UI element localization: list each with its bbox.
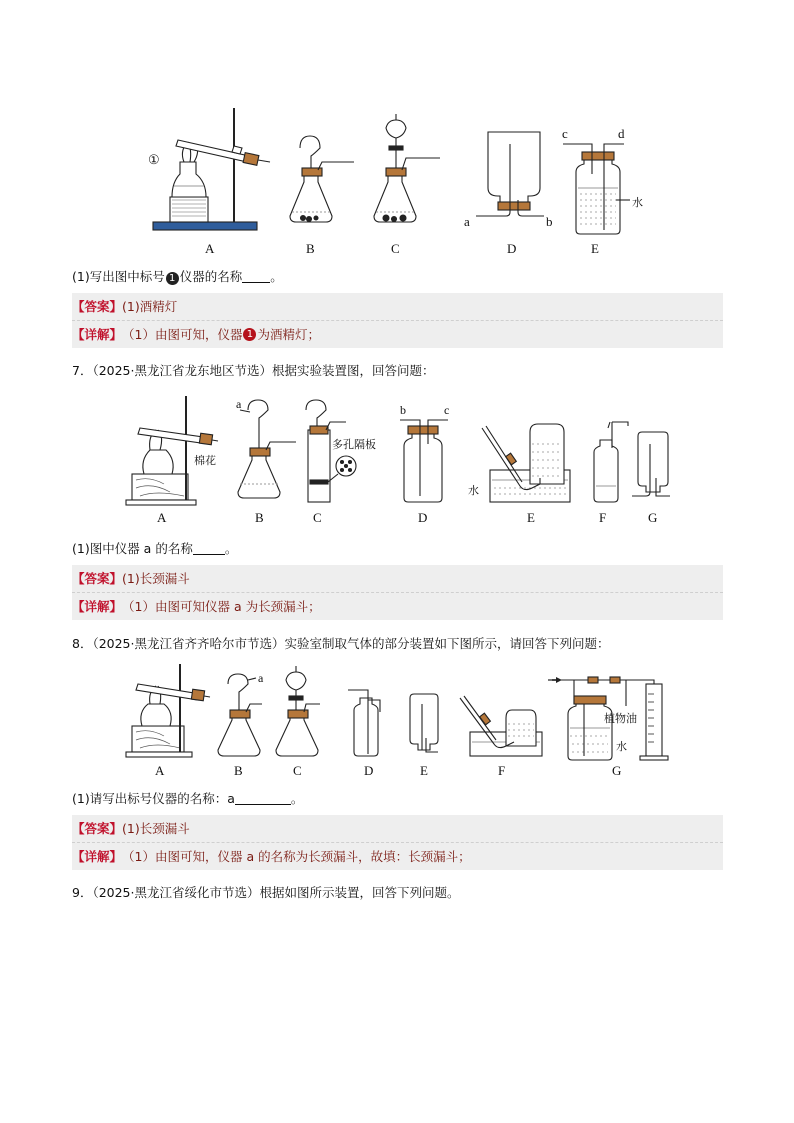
fig2-label-f: F xyxy=(599,510,607,525)
detail-text: （1）由图可知，仪器 xyxy=(122,326,243,342)
q6-answer-box xyxy=(72,293,723,348)
apparatus-figure-3 xyxy=(0,660,794,785)
answer-tag: 【答案】 xyxy=(72,820,123,836)
fig2-label-c: C xyxy=(313,510,322,525)
fig2-label-d: D xyxy=(418,510,428,525)
marker-1-icon: 1 xyxy=(166,272,179,285)
answer-tag: 【答案】 xyxy=(72,570,123,586)
fig3-label-f: F xyxy=(498,763,506,778)
detail-text: （1）由图可知仪器 a 为长颈漏斗； xyxy=(122,598,321,614)
detail-text-2: 为酒精灯； xyxy=(257,326,320,342)
detail-text: （1）由图可知，仪器 a 的名称为长颈漏斗，故填：长颈漏斗； xyxy=(122,848,471,864)
fig1-label-d: D xyxy=(507,241,517,256)
fig3-label-d: D xyxy=(364,763,374,778)
water-label: 水 xyxy=(468,484,479,497)
port-a: a xyxy=(464,214,470,229)
q7-stem: 7．（2025·黑龙江省龙东地区节选）根据实验装置图，回答问题： xyxy=(72,363,435,378)
q7-question xyxy=(72,540,237,558)
label-a: a xyxy=(236,397,242,411)
apparatus-figure-2 xyxy=(0,388,794,528)
fig2-label-g: G xyxy=(648,510,658,525)
porous-plate-label: 多孔隔板 xyxy=(332,438,376,451)
answer-blank xyxy=(193,541,225,555)
period: 。 xyxy=(224,541,238,556)
q7-question-text: (1)图中仪器 a 的名称 xyxy=(72,541,193,556)
port-c: c xyxy=(562,126,568,141)
vegetable-oil-label: 植物油 xyxy=(604,712,637,725)
detail-tag: 【详解】 xyxy=(72,598,123,614)
fig1-label-b: B xyxy=(306,241,315,256)
q8-stem: 8．（2025·黑龙江省齐齐哈尔市节选）实验室制取气体的部分装置如下图所示，请回答下列问题： xyxy=(72,636,610,651)
water-label: 水 xyxy=(632,196,643,209)
detail-tag: 【详解】 xyxy=(72,848,123,864)
fig3-label-g: G xyxy=(612,763,622,778)
apparatus-figure-1 xyxy=(0,100,794,260)
q6-question-text: (1)写出图中标号 xyxy=(72,269,165,284)
q8-answer-box xyxy=(72,815,723,870)
fig3-label-a: A xyxy=(155,763,165,778)
fig2-label-e: E xyxy=(527,510,535,525)
port-d: d xyxy=(618,126,625,141)
port-b: b xyxy=(546,214,553,229)
marker-1: ① xyxy=(148,152,160,167)
detail-tag: 【详解】 xyxy=(72,326,123,342)
label-b: b xyxy=(400,403,406,417)
marker-1-icon: 1 xyxy=(243,328,256,341)
fig2-label-a: A xyxy=(157,510,167,525)
fig3-label-b: B xyxy=(234,763,243,778)
answer-text: (1)酒精灯 xyxy=(122,298,178,314)
fig2-label-b: B xyxy=(255,510,264,525)
answer-tag: 【答案】 xyxy=(72,298,123,314)
q8-question-text: (1)请写出标号仪器的名称：a xyxy=(72,791,235,806)
answer-text: (1)长颈漏斗 xyxy=(122,570,190,586)
fig3-label-e: E xyxy=(420,763,428,778)
period: 。 xyxy=(290,791,304,806)
answer-blank xyxy=(242,269,270,283)
answer-text: (1)长颈漏斗 xyxy=(122,820,190,836)
water-label: 水 xyxy=(616,740,627,753)
fig1-label-a: A xyxy=(205,241,215,256)
period: 。 xyxy=(270,269,283,284)
q6-question xyxy=(72,268,283,286)
label-c: c xyxy=(444,403,450,417)
q7-answer-box xyxy=(72,565,723,620)
answer-blank xyxy=(235,791,291,805)
q6-question-text-2: 仪器的名称 xyxy=(179,269,243,284)
cotton-label: 棉花 xyxy=(194,454,216,467)
q9-stem: 9．（2025·黑龙江省绥化市节选）根据如图所示装置，回答下列问题。 xyxy=(72,885,460,900)
label-a: a xyxy=(258,671,264,685)
fig3-label-c: C xyxy=(293,763,302,778)
fig1-label-e: E xyxy=(591,241,599,256)
fig1-label-c: C xyxy=(391,241,400,256)
q8-question xyxy=(72,790,303,808)
